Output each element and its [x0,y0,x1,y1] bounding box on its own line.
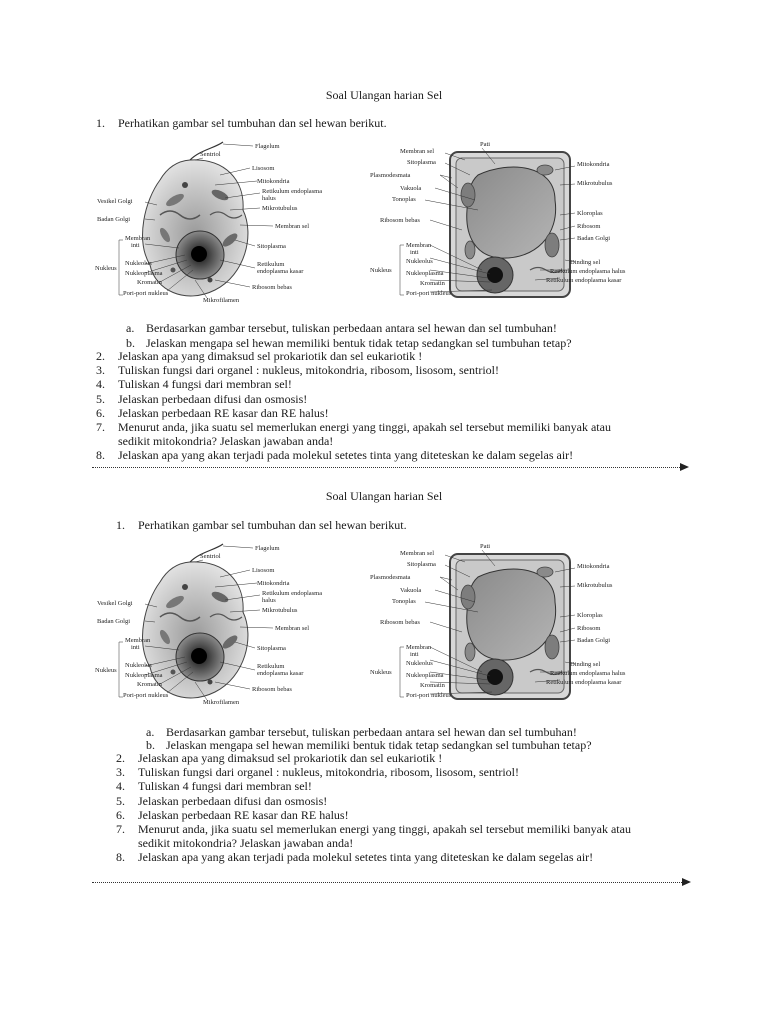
label-re-halus-2: halus [262,195,276,202]
question-7-continued: sedikit mitokondria? Jelaskan jawaban anda! [138,836,354,851]
label-mitokondria: Mitokondria [257,580,290,587]
label-mitokondria: Mitokondria [577,161,610,168]
question-number: 6. [116,807,125,822]
label-membran-sel: Membran sel [400,550,435,557]
question-text: Tuliskan 4 fungsi dari membran sel! [138,779,312,794]
label-mitokondria: Mitokondria [257,178,290,185]
label-re-halus: Retikulum endoplasma [262,590,323,597]
question-number: 2. [96,349,105,363]
label-kromatin: Kromatin [137,279,162,286]
question-number: 1. [116,518,125,532]
label-tonoplas: Tonoplas [392,196,416,203]
label-nukleoplasma: Nukleoplasma [125,672,163,679]
worksheet-title: Soal Ulangan harian Sel [325,489,443,503]
question-text: Tuliskan 4 fungsi dari membran sel! [118,377,292,392]
question-text: Jelaskan perbedaan RE kasar dan RE halus! [138,807,349,822]
label-badan-golgi: Badan Golgi [97,216,131,223]
question-6 [116,808,349,823]
question-text: Jelaskan apa yang dimaksud sel prokariotik dan sel eukariotik ! [138,751,443,765]
question-number: 6. [96,405,105,420]
label-nukleoplasma: Nukleoplasma [406,672,444,679]
sub-marker: b. [146,738,155,752]
label-nukleoplasma: Nukleoplasma [125,270,163,277]
label-membran-inti-2: inti [131,644,140,651]
label-re-halus: Retikulum endoplasma [262,188,323,195]
label-tonoplas: Tonoplas [392,598,416,605]
arrow-right-icon [680,463,689,471]
question-number: 7. [116,822,125,836]
question-text: Jelaskan apa yang akan terjadi pada molekul setetes tinta yang diteteskan ke dalam segelas air! [118,448,574,463]
question-text: Tuliskan fungsi dari organel : nukleus, mitokondria, ribosom, lisosom, sentriol! [118,363,499,378]
plant-cell-figure [370,140,660,305]
label-mikrofilamen: Mikrofilamen [203,297,240,304]
question-number: 8. [116,850,125,865]
question-number: 4. [96,377,105,392]
label-re-kasar: Retikulum [257,261,285,268]
label-sitoplasma: Sitoplasma [407,561,436,568]
label-sentriol: Sentriol [200,151,221,158]
label-membran-inti-2: inti [410,651,419,658]
label-membran-sel: Membran sel [275,223,310,230]
label-nukleolus: Nukleolus [125,260,152,267]
label-membran-inti-2: inti [131,242,140,249]
question-number: 3. [96,363,105,378]
question-number: 2. [116,751,125,765]
question-number: 7. [96,420,105,434]
question-number: 5. [116,793,125,808]
label-kromatin: Kromatin [420,682,445,689]
question-8 [116,850,593,865]
animal-cell-figure [95,140,323,305]
question-text: Jelaskan perbedaan RE kasar dan RE halus! [118,405,329,420]
question-text: Jelaskan mengapa sel hewan memiliki bentuk tidak tetap sedangkan sel tumbuhan tetap? [166,738,592,752]
label-badan-golgi: Badan Golgi [97,618,131,625]
question-text: Berdasarkan gambar tersebut, tuliskan perbedaan antara sel hewan dan sel tumbuhan! [166,725,577,739]
question-7 [116,822,631,837]
label-membran-inti: Membran [125,637,151,644]
label-dinding-sel: Dinding sel [570,259,601,266]
label-nukleus: Nukleus [95,265,117,272]
question-text: Berdasarkan gambar tersebut, tuliskan perbedaan antara sel hewan dan sel tumbuhan! [146,321,557,335]
question-number: 1. [96,116,105,130]
label-kloroplas: Kloroplas [577,612,603,619]
label-re-halus: Retikulum endoplasma halus [550,670,626,677]
label-re-halus: Retikulum endoplasma halus [550,268,626,275]
question-text: Jelaskan perbedaan difusi dan osmosis! [118,391,308,406]
label-sentriol: Sentriol [200,553,221,560]
label-dinding-sel: Dinding sel [570,661,601,668]
label-pori-nukleus: Pori-pori nukleus [406,290,452,297]
label-mikrotubulus: Mikrotubulus [262,607,298,614]
label-re-kasar-2: endoplasma kasar [257,670,304,677]
question-1 [96,116,387,131]
label-badan-golgi: Badan Golgi [577,235,611,242]
label-membran-sel: Membran sel [400,148,435,155]
question-4 [96,377,292,392]
label-ribosom: Ribosom [577,223,601,230]
label-nukleus: Nukleus [370,267,392,274]
question-4 [116,779,312,794]
label-flagelum: Flagelum [255,143,280,150]
dotted-separator [92,467,680,468]
label-ribosom-bebas: Ribosom bebas [380,619,420,626]
label-nukleolus: Nukleolus [406,258,433,265]
plant-cell-figure [370,542,660,707]
question-text: Perhatikan gambar sel tumbuhan dan sel hewan berikut. [118,116,387,130]
label-membran-inti: Membran [406,242,432,249]
label-membran-sel: Membran sel [275,625,310,632]
label-mikrotubulus: Mikrotubulus [262,205,298,212]
question-text: Menurut anda, jika suatu sel memerlukan energi yang tinggi, apakah sel tersebut memiliki banyak atau [118,420,611,434]
label-plasmodesmata: Plasmodesmata [370,172,411,179]
label-badan-golgi: Badan Golgi [577,637,611,644]
label-nukleolus: Nukleolus [406,660,433,667]
question-number: 8. [96,448,105,463]
question-text: Perhatikan gambar sel tumbuhan dan sel hewan berikut. [138,518,407,532]
label-vesikel-golgi: Vesikel Golgi [97,600,133,607]
label-nukleoplasma: Nukleoplasma [406,270,444,277]
label-sitoplasma: Sitoplasma [257,243,286,250]
sub-marker: b. [126,336,135,350]
label-lisosom: Lisosom [252,567,275,574]
question-2 [116,751,442,766]
label-kromatin: Kromatin [137,681,162,688]
label-pori-nukleus: Pori-pori nukleus [123,692,169,699]
sub-marker: a. [126,321,135,335]
label-sitoplasma: Sitoplasma [407,159,436,166]
label-nukleus: Nukleus [370,669,392,676]
arrow-right-icon [682,878,691,886]
worksheet-title: Soal Ulangan harian Sel [325,88,443,102]
question-number: 3. [116,765,125,780]
question-text: Jelaskan perbedaan difusi dan osmosis! [138,793,328,808]
question-3 [116,765,519,780]
label-plasmodesmata: Plasmodesmata [370,574,411,581]
label-re-kasar-2: endoplasma kasar [257,268,304,275]
question-text: Tuliskan fungsi dari organel : nukleus, mitokondria, ribosom, lisosom, sentriol! [138,765,519,780]
label-lisosom: Lisosom [252,165,275,172]
label-re-kasar: Retikulum endoplasma kasar [546,277,622,284]
label-mitokondria: Mitokondria [577,563,610,570]
label-ribosom-bebas: Ribosom bebas [252,284,292,291]
question-1a [126,321,557,336]
label-vakuola: Vakuola [400,185,422,192]
sub-marker: a. [146,725,155,739]
label-membran-inti: Membran [125,235,151,242]
label-ribosom: Ribosom [577,625,601,632]
label-vesikel-golgi: Vesikel Golgi [97,198,133,205]
label-pori-nukleus: Pori-pori nukleus [123,290,169,297]
question-2 [96,349,422,364]
question-text: Jelaskan mengapa sel hewan memiliki bentuk tidak tetap sedangkan sel tumbuhan tetap? [146,336,572,350]
question-6 [96,406,329,421]
label-vakuola: Vakuola [400,587,422,594]
question-8 [96,448,573,463]
question-5 [116,794,327,809]
question-5 [96,392,307,407]
label-ribosom-bebas: Ribosom bebas [252,686,292,693]
label-pori-nukleus: Pori-pori nukleus [406,692,452,699]
label-membran-inti: Membran [406,644,432,651]
question-1 [116,518,407,533]
label-mikrotubulus: Mikrotubulus [577,582,613,589]
question-3 [96,363,499,378]
label-pati: Pati [480,141,491,148]
dotted-separator [92,882,682,883]
label-mikrofilamen: Mikrofilamen [203,699,240,706]
label-membran-inti-2: inti [410,249,419,256]
label-kloroplas: Kloroplas [577,210,603,217]
label-nukleolus: Nukleolus [125,662,152,669]
question-text: Menurut anda, jika suatu sel memerlukan energi yang tinggi, apakah sel tersebut memiliki banyak atau [138,822,631,836]
label-re-kasar: Retikulum endoplasma kasar [546,679,622,686]
label-sitoplasma: Sitoplasma [257,645,286,652]
label-ribosom-bebas: Ribosom bebas [380,217,420,224]
label-nukleus: Nukleus [95,667,117,674]
label-re-halus-2: halus [262,597,276,604]
label-kromatin: Kromatin [420,280,445,287]
question-7 [96,420,611,435]
label-mikrotubulus: Mikrotubulus [577,180,613,187]
label-pati: Pati [480,543,491,550]
question-number: 4. [116,779,125,794]
question-text: Jelaskan apa yang dimaksud sel prokariotik dan sel eukariotik ! [118,349,423,363]
question-7-continued: sedikit mitokondria? Jelaskan jawaban anda! [118,434,334,449]
label-flagelum: Flagelum [255,545,280,552]
question-number: 5. [96,391,105,406]
question-text: Jelaskan apa yang akan terjadi pada molekul setetes tinta yang diteteskan ke dalam segelas air! [138,850,594,865]
label-re-kasar: Retikulum [257,663,285,670]
animal-cell-figure [95,542,323,707]
